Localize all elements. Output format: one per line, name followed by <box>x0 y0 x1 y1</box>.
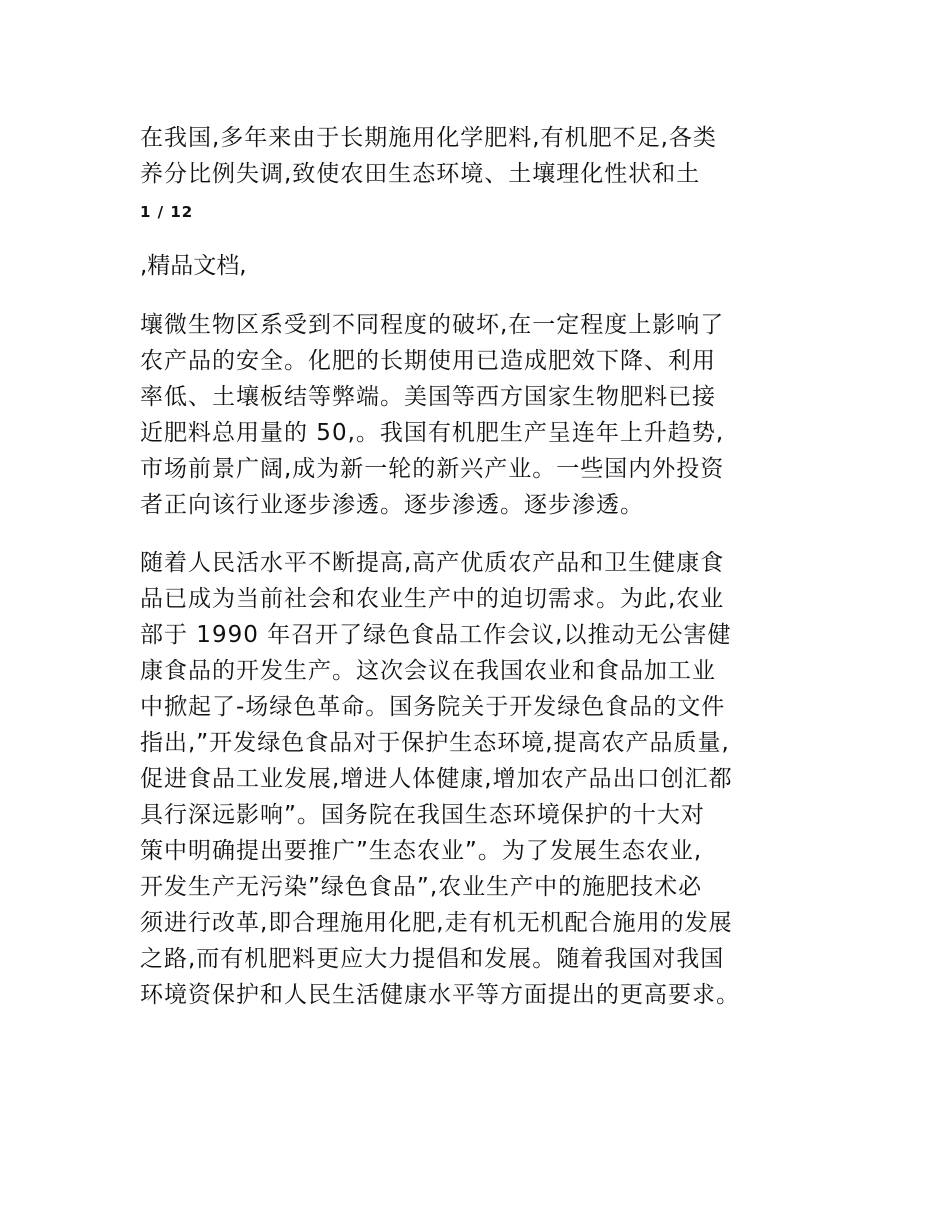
paragraph-3-line-9: 策中明确提出要推广”生态农业”。为了发展生态农业, <box>140 838 703 864</box>
paragraph-3-line-1: 随着人民活水平不断提高,高产优质农产品和卫生健康食 <box>140 550 725 576</box>
paragraph-1-line-1: 在我国,多年来由于长期施用化学肥料,有机肥不足,各类 <box>140 125 717 151</box>
paragraph-3-line-12: 之路,而有机肥料更应大力提倡和发展。随着我国对我国 <box>140 946 725 972</box>
paragraph-3-line-5: 中掀起了-场绿色革命。国务院关于开发绿色食品的文件 <box>140 694 726 720</box>
paragraph-2-line-4: 近肥料总用量的 50,。我国有机肥生产呈连年上升趋势, <box>140 420 725 446</box>
header-note: ,精品文档, <box>140 253 247 279</box>
paragraph-2-line-1: 壤微生物区系受到不同程度的破坏,在一定程度上影响了 <box>140 312 725 338</box>
paragraph-1 <box>140 120 820 192</box>
paragraph-2-line-6: 者正向该行业逐步渗透。逐步渗透。逐步渗透。 <box>140 492 644 518</box>
paragraph-3-line-2: 品已成为当前社会和农业生产中的迫切需求。为此,农业 <box>140 586 725 612</box>
page-number: 1 / 12 <box>140 203 194 221</box>
paragraph-3-line-11: 须进行改革,即合理施用化肥,走有机无机配合施用的发展 <box>140 910 733 936</box>
paragraph-3-line-10: 开发生产无污染”绿色食品”,农业生产中的施肥技术必 <box>140 874 703 900</box>
paragraph-3-line-6: 指出,”开发绿色食品对于保护生态环境,提高农产品质量, <box>140 730 730 756</box>
paragraph-3-line-13: 环境资保护和人民生活健康水平等方面提出的更高要求。 <box>140 982 740 1008</box>
paragraph-3 <box>140 545 820 1013</box>
paragraph-2-line-3: 率低、土壤板结等弊端。美国等西方国家生物肥料已接 <box>140 384 716 410</box>
paragraph-2 <box>140 307 820 523</box>
document-body <box>140 120 820 1013</box>
paragraph-2-line-5: 市场前景广阔,成为新一轮的新兴产业。一些国内外投资 <box>140 456 725 482</box>
paragraph-3-line-4: 康食品的开发生产。这次会议在我国农业和食品加工业 <box>140 658 716 684</box>
paragraph-1-line-2: 养分比例失调,致使农田生态环境、土壤理化性状和土 <box>140 161 701 187</box>
paragraph-3-line-3: 部于 1990 年召开了绿色食品工作会议,以推动无公害健 <box>140 622 732 648</box>
paragraph-2-line-2: 农产品的安全。化肥的长期使用已造成肥效下降、利用 <box>140 348 716 374</box>
paragraph-3-line-8: 具行深远影响”。国务院在我国生态环境保护的十大对 <box>140 802 705 828</box>
paragraph-3-line-7: 促进食品工业发展,增进人体健康,增加农产品出口创汇都 <box>140 766 733 792</box>
